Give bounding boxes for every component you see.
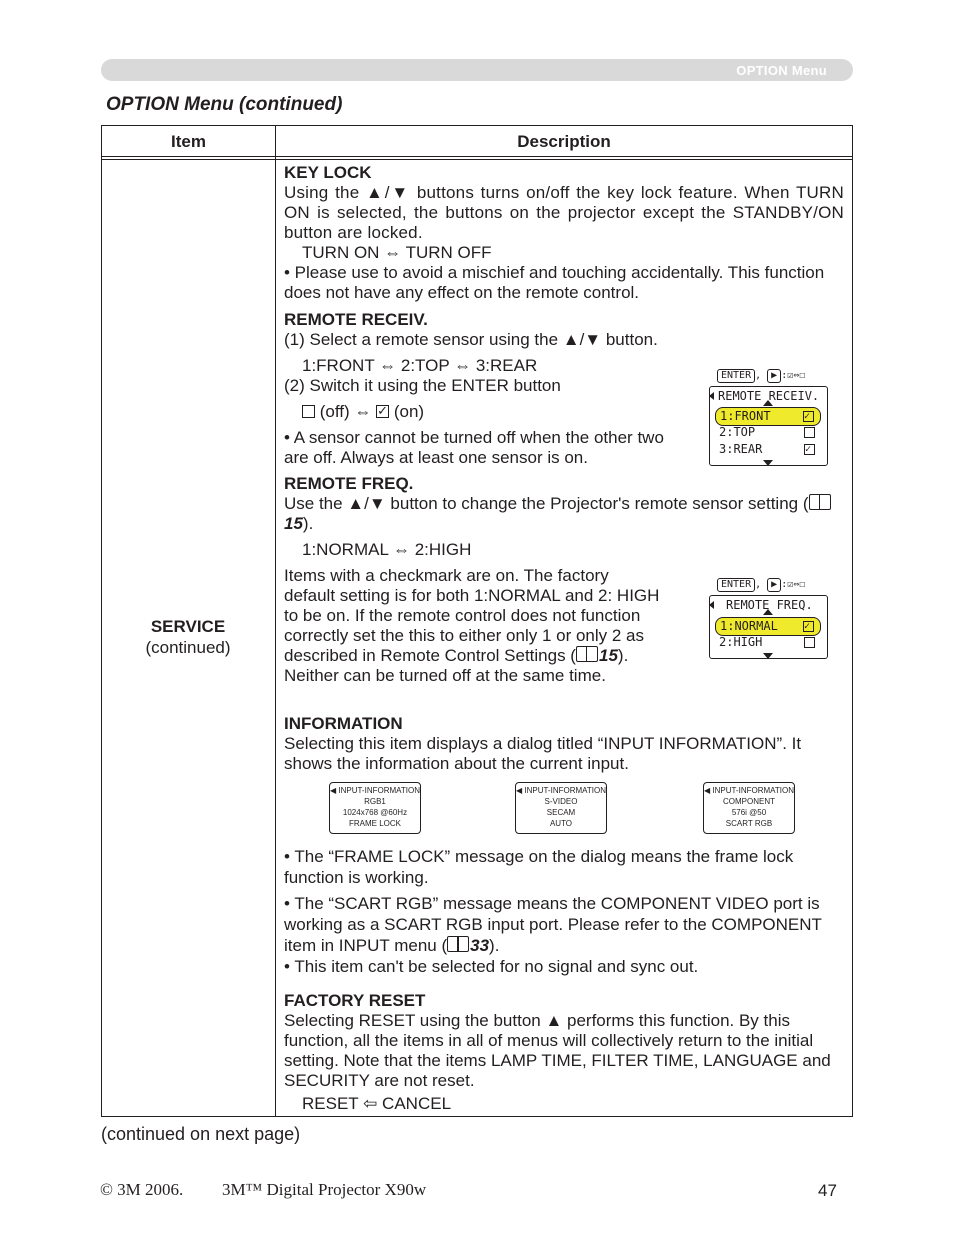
information-note-frame-lock: • The “FRAME LOCK” message on the dialog means the frame lock function is working. bbox=[284, 847, 794, 887]
down-arrow-icon bbox=[763, 460, 773, 466]
column-header-item: Item bbox=[171, 132, 206, 151]
up-arrow-icon bbox=[763, 400, 773, 406]
continued-note: (continued on next page) bbox=[101, 1124, 301, 1144]
factory-reset-section bbox=[284, 991, 844, 1114]
remote-receiv-step1: (1) Select a remote sensor using the ▲/▼ button. bbox=[284, 330, 658, 349]
osd-row-high: 2:HIGH bbox=[715, 634, 821, 651]
checked-box-icon bbox=[376, 405, 389, 418]
footer-product: 3M™ Digital Projector X90w bbox=[222, 1180, 427, 1199]
information-note-scart: • The “SCART RGB” message means the COMPONENT VIDEO port is working as a SCART RGB input port. Please refer to the COMPONENT item in INPUT menu ( 33). bbox=[284, 894, 822, 955]
information-notes bbox=[284, 846, 844, 977]
remote-receiv-heading: REMOTE RECEIV. bbox=[284, 310, 428, 329]
osd-row-normal: 1:NORMAL ✓ bbox=[715, 617, 821, 636]
checked-box-icon bbox=[803, 411, 814, 422]
key-lock-heading: KEY LOCK bbox=[284, 163, 372, 182]
unchecked-box-icon bbox=[804, 427, 815, 438]
checked-box-icon bbox=[803, 621, 814, 632]
factory-reset-options: RESET ⇦ CANCEL bbox=[302, 1094, 452, 1113]
information-text: Selecting this item displays a dialog titled “INPUT INFORMATION”. It shows the information about the current input. bbox=[284, 734, 802, 773]
down-arrow-icon bbox=[763, 653, 773, 659]
info-dialog-component: ◀ INPUT-INFORMATION COMPONENT 576i @50 SCART RGB bbox=[703, 782, 795, 834]
left-arrow-icon bbox=[709, 392, 714, 400]
item-name: SERVICE bbox=[150, 617, 226, 636]
remote-freq-heading: REMOTE FREQ. bbox=[284, 474, 414, 493]
book-reference-icon bbox=[576, 646, 598, 662]
play-key-icon: ▶ bbox=[767, 578, 781, 592]
factory-reset-text: Selecting RESET using the button ▲ performs this function. By this function, all the items in all of menus will collectively return to the initial setting. Note that the items LAMP TIME, FILTER TIME, LANGUAGE and SECURITY are not reset. bbox=[284, 1011, 831, 1090]
key-lock-note: • Please use to avoid a mischief and touching accidentally. This function does not have any effect on the remote control. bbox=[284, 263, 825, 302]
remote-freq-osd bbox=[709, 578, 828, 658]
key-lock-section bbox=[284, 163, 844, 303]
osd-row-top: 2:TOP bbox=[715, 424, 821, 441]
remote-freq-description: Items with a checkmark are on. The factory default setting is for both 1:NORMAL and 2: HIGH to be on. If the remote control does not function correctly set the this to either only 1 or only 2 as described in Remote Control Settings ( 15). bbox=[284, 566, 660, 665]
book-reference-icon bbox=[809, 494, 831, 510]
remote-receiv-osd bbox=[709, 369, 828, 466]
unchecked-box-icon bbox=[302, 405, 315, 418]
osd-title: REMOTE FREQ. bbox=[726, 598, 813, 612]
info-dialog-rgb: ◀ INPUT-INFORMATION RGB1 1024x768 @60Hz FRAME LOCK bbox=[329, 782, 421, 834]
osd-title: REMOTE RECEIV. bbox=[718, 389, 820, 403]
remote-receiv-toggle: (off) ⇔ ✓ (on) bbox=[284, 402, 844, 422]
section-header-bar bbox=[101, 59, 853, 81]
remote-freq-text: Use the ▲/▼ button to change the Projector's remote sensor setting (15). bbox=[284, 494, 844, 534]
osd-key-hint: ENTER , ▶ :☑⇔☐ bbox=[717, 578, 805, 592]
remote-freq-note: Neither can be turned off at the same time. bbox=[284, 666, 606, 685]
item-note: (continued) bbox=[145, 638, 231, 657]
key-lock-text: Using the ▲/▼ buttons turns on/off the key lock feature. When TURN ON is selected, the buttons on the projector except the STANDBY/ON button are locked. bbox=[284, 183, 844, 242]
information-section bbox=[284, 714, 844, 774]
osd-row-rear: 3:REAR ✓ bbox=[715, 441, 821, 458]
play-key-icon: ▶ bbox=[767, 369, 781, 383]
information-note-no-signal: • This item can't be selected for no signal and sync out. bbox=[284, 957, 699, 976]
column-header-description: Description bbox=[517, 132, 611, 151]
info-dialog-svideo: ◀ INPUT-INFORMATION S-VIDEO SECAM AUTO bbox=[515, 782, 607, 834]
key-lock-options: TURN ON ⇔ TURN OFF bbox=[302, 243, 492, 262]
unchecked-box-icon bbox=[804, 637, 815, 648]
item-cell bbox=[102, 616, 274, 658]
checked-box-icon bbox=[804, 444, 815, 455]
page-number: 47 bbox=[818, 1181, 837, 1200]
footer-copyright: © 3M 2006. bbox=[100, 1180, 184, 1199]
left-arrow-icon bbox=[709, 601, 714, 609]
remote-receiv-options: 1:FRONT ⇔ 2:TOP ⇔ 3:REAR bbox=[302, 356, 538, 375]
information-heading: INFORMATION bbox=[284, 714, 403, 733]
remote-receiv-step2: (2) Switch it using the ENTER button bbox=[284, 376, 561, 395]
factory-reset-heading: FACTORY RESET bbox=[284, 991, 426, 1010]
section-label: OPTION Menu bbox=[736, 63, 827, 78]
book-reference-icon bbox=[447, 936, 469, 952]
page-title: OPTION Menu (continued) bbox=[106, 94, 343, 115]
osd-row-front: 1:FRONT ✓ bbox=[715, 407, 821, 426]
remote-receiv-note: • A sensor cannot be turned off when the other two are off. Always at least one sensor is on. bbox=[284, 428, 664, 467]
remote-freq-options: 1:NORMAL ⇔ 2:HIGH bbox=[302, 540, 472, 559]
osd-key-hint: ENTER , ▶ :☑⇔☐ bbox=[717, 369, 805, 383]
up-arrow-icon bbox=[763, 609, 773, 615]
